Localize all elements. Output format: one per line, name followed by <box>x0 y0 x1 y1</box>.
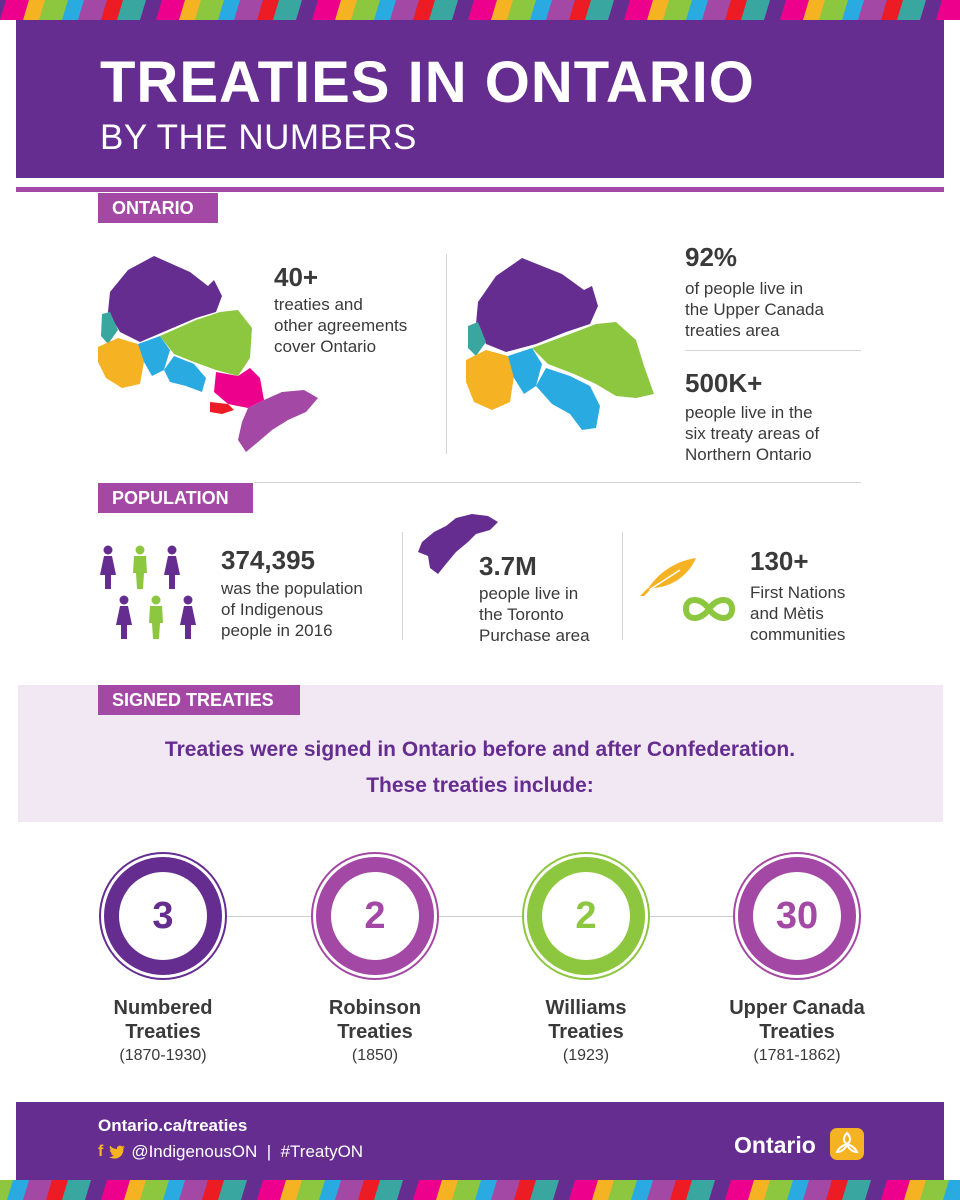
northern-ontario-map <box>466 256 661 434</box>
person-figure <box>164 546 180 590</box>
section-tag-signed-treaties: SIGNED TREATIES <box>98 685 300 715</box>
treaty-name: Robinson Treaties <box>328 997 422 1043</box>
social-handles-text: @IndigenousON | #TreatyON <box>131 1142 364 1161</box>
stat-treaties-label: treaties and other agreements cover Ontario <box>274 295 408 356</box>
ontario-brand: Ontario <box>734 1132 816 1158</box>
stat-northern-count: 500K+ <box>685 368 763 398</box>
decorative-bottom-strip <box>0 1180 960 1200</box>
footer-banner <box>16 1102 944 1180</box>
divider-horizontal <box>685 350 861 351</box>
stat-communities-count: 130+ <box>750 546 809 576</box>
treaty-name: Upper Canada Treaties <box>729 997 865 1043</box>
treaty-name: Numbered Treaties <box>113 997 213 1043</box>
person-figure <box>100 546 116 590</box>
treaty-connector-line <box>160 916 800 917</box>
person-figure <box>116 596 132 640</box>
divider-vertical <box>402 532 403 640</box>
stat-upper-canada-percent: 92% <box>685 242 738 272</box>
stat-treaties-count: 40+ <box>274 262 319 292</box>
treaty-count: 30 <box>775 895 819 937</box>
treaty-count: 2 <box>575 895 597 937</box>
treaty-years: (1870-1930) <box>119 1047 207 1064</box>
treaty-name: Williams Treaties <box>545 997 627 1043</box>
decorative-top-strip <box>0 0 960 20</box>
treaty-ring <box>733 852 861 980</box>
section-tag-population: POPULATION <box>98 483 253 513</box>
stat-upper-canada-label: of people live in the Upper Canada treaties area <box>685 279 824 340</box>
stat-communities-label: First Nations and Mètis communities <box>750 583 846 644</box>
treaty-count: 3 <box>152 895 174 937</box>
feather-icon <box>640 556 700 596</box>
person-figure <box>180 596 196 640</box>
infinity-icon <box>681 594 737 624</box>
stat-population-label: was the population of Indigenous people in 2016 <box>221 579 363 640</box>
people-icon <box>96 545 206 645</box>
stat-northern-label: people live in the six treaty areas of Northern Ontario <box>685 403 820 464</box>
header-divider <box>16 187 944 192</box>
facebook-icon[interactable]: f <box>98 1143 104 1160</box>
divider-vertical <box>446 254 447 454</box>
treaty-years: (1923) <box>562 1047 610 1064</box>
social-handles <box>98 1142 363 1162</box>
treaty-ring <box>311 852 439 980</box>
page-subtitle: BY THE NUMBERS <box>100 118 417 157</box>
treaty-years: (1850) <box>351 1047 399 1064</box>
stat-toronto-label: people live in the Toronto Purchase area <box>479 584 590 645</box>
divider-vertical <box>622 532 623 640</box>
person-figure <box>149 596 163 640</box>
trillium-icon <box>830 1128 864 1160</box>
treaty-years: (1781-1862) <box>753 1047 841 1064</box>
treaties-link[interactable]: Ontario.ca/treaties <box>98 1116 248 1135</box>
treaty-ring <box>99 852 227 980</box>
header-banner <box>16 20 944 178</box>
divider-horizontal <box>254 482 861 483</box>
signed-intro-line: These treaties include: <box>366 774 594 797</box>
twitter-icon[interactable] <box>109 1145 125 1159</box>
treaty-ring <box>522 852 650 980</box>
stat-toronto-count: 3.7M <box>479 551 537 581</box>
section-tag-ontario: ONTARIO <box>98 193 218 223</box>
treaty-count: 2 <box>364 895 386 937</box>
stat-population-count: 374,395 <box>221 545 315 575</box>
page-title: TREATIES IN ONTARIO <box>100 50 755 115</box>
person-figure <box>133 546 147 590</box>
signed-intro-line: Treaties were signed in Ontario before and after Confederation. <box>164 738 796 761</box>
